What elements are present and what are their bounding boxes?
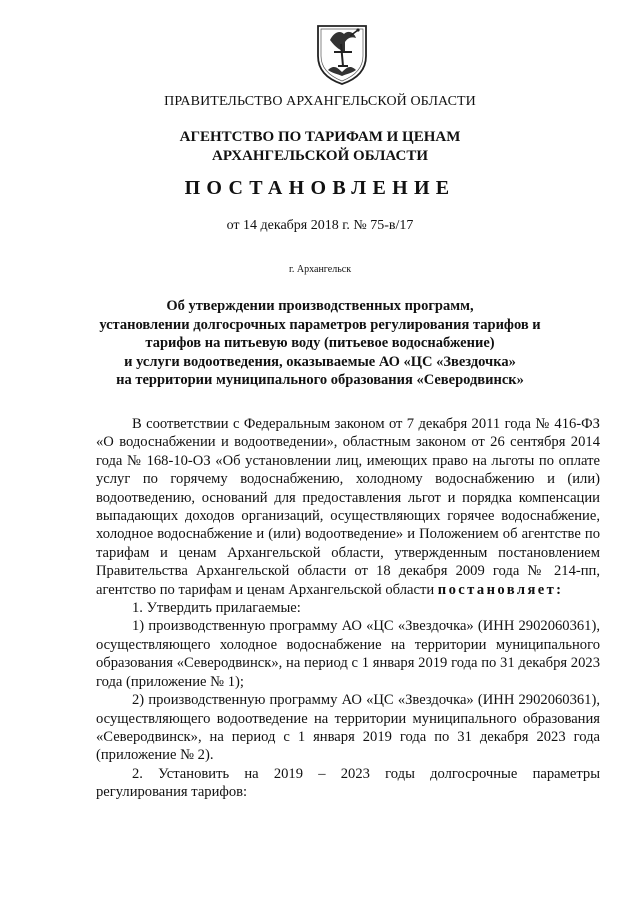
subject-line: на территории муниципального образования «Северодвинск» [116,372,524,388]
agency-name-line1: АГЕНТСТВО ПО ТАРИФАМ И ЦЕНАМ [179,129,461,145]
document-type: ПОСТАНОВЛЕНИЕ [184,177,456,199]
subject-line: Об утверждении производственных программ, [166,298,474,314]
item-1-1: 1) производственную программу АО «ЦС «Звездочка» (ИНН 2902060361), осуществляющего холодное водоснабжение на территории муниципального образования «Северодвинск», на период с 1 января 2019 года по 31 декабря 2023 года (приложение № 1); [96,618,600,690]
agency-name-line2: АРХАНГЕЛЬСКОЙ ОБЛАСТИ [212,148,428,164]
document-body [96,415,600,802]
intro-paragraph [96,415,600,599]
item-1-2: 2) производственную программу АО «ЦС «Звездочка» (ИНН 2902060361), осуществляющего водоотведение на территории муниципального образования «Северодвинск», на период с 1 января 2019 года по 31 декабря 2023 года (приложение № 2). [96,692,600,764]
subject-line: и услуги водоотведения, оказываемые АО «ЦС «Звездочка» [124,353,516,370]
subject-line: тарифов на питьевую воду (питьевое водоснабжение) [145,335,495,351]
agency-name [0,128,640,166]
subject-line: установлении долгосрочных параметров регулирования тарифов и [99,316,541,333]
item-1: 1. Утвердить прилагаемые: [132,600,301,617]
document-subject [0,297,640,390]
coat-of-arms-icon [314,22,370,86]
date-number: от 14 декабря 2018 г. № 75-в/17 [226,218,414,233]
item-2: 2. Установить на 2019 – 2023 годы долгосрочные параметры регулирования тарифов: [96,765,600,801]
resolves-word: постановляет: [437,581,564,598]
government-name: ПРАВИТЕЛЬСТВО АРХАНГЕЛЬСКОЙ ОБЛАСТИ [164,94,476,109]
intro-text: В соответствии с Федеральным законом от 7 декабря 2011 года № 416-ФЗ «О водоснабжении и водоотведении», областным законом от 26 сентября 2014 года № 168-10-ОЗ «Об установлении лиц, имеющих право на льготы по оплате услуг по горячему водоснабжению, холодному водоснабжению и (или) водоотведению, оснований для предоставления льгот и порядка компенсации выпадающих доходов организаций, осуществляющих горячее водоснабжение, холодное водоснабжение и (или) водоотведение» и Положением об агентстве по тарифам и ценам Архангельской области, утвержденным постановлением Правительства Архангельской области от 18 декабря 2009 года № 214-пп, агентство по тарифам и ценам Архангельской области [96,416,600,598]
city-name: г. Архангельск [288,264,352,275]
